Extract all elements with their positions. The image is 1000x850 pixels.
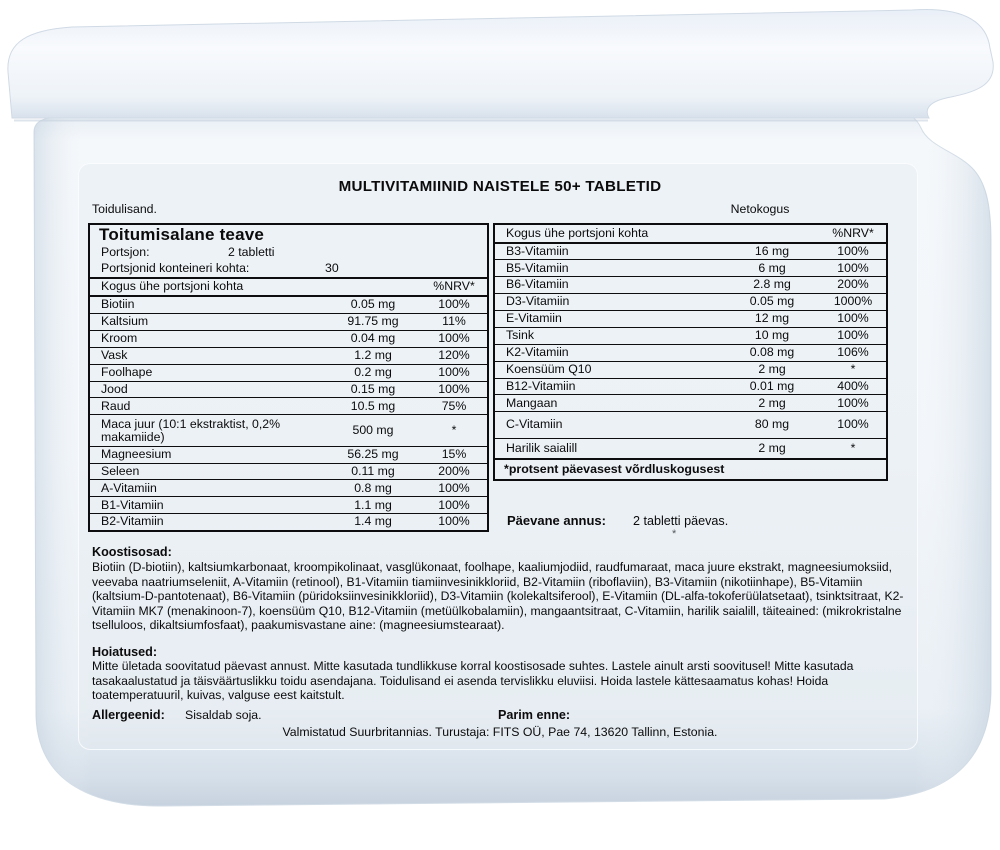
cell-nrv: 11%: [442, 314, 466, 329]
cell-amount: 0.2 mg: [354, 364, 392, 379]
cell-amount: 91.75 mg: [347, 314, 399, 329]
cell-nrv: 120%: [438, 348, 470, 362]
cell-nrv: 400%: [837, 378, 869, 393]
table-row: [495, 438, 886, 459]
cell-nrv: *: [451, 422, 457, 437]
cell-name: Foolhape: [101, 364, 153, 379]
column-header-amount: Kogus ühe portsjoni kohta: [506, 225, 649, 240]
nutrition-table-right: [493, 223, 888, 481]
cell-nrv: 75%: [441, 398, 467, 413]
cell-name: Kaltsium: [101, 314, 149, 329]
column-header-nrv: %NRV*: [832, 225, 874, 240]
nutrition-table-left: [88, 223, 489, 532]
cell-amount: 0.05 mg: [350, 297, 396, 312]
allergens-label: Allergeenid:: [92, 708, 165, 722]
cell-name: A-Vitamiin: [101, 480, 157, 495]
cell-name: B5-Vitamiin: [506, 260, 569, 275]
cell-amount: 0.01 mg: [749, 378, 795, 393]
column-header-amount: Kogus ühe portsjoni kohta: [101, 279, 244, 294]
table-row: [495, 411, 886, 438]
best-before-label: Parim enne:: [498, 708, 571, 722]
cell-nrv: 100%: [837, 260, 869, 275]
cell-name: Koensüüm Q10: [506, 361, 592, 376]
cell-amount: 10 mg: [754, 328, 790, 343]
cell-amount: 0.15 mg: [350, 381, 396, 396]
cell-amount: 2.8 mg: [753, 277, 791, 292]
table-row: [90, 397, 487, 414]
net-quantity-note: Netokogus: [730, 202, 790, 216]
daily-dose-value: 2 tabletti päevas.: [633, 514, 729, 528]
cell-nrv: 100%: [837, 395, 869, 410]
daily-dose: [507, 513, 729, 528]
table-row: [495, 378, 886, 395]
cell-amount: 12 mg: [754, 311, 790, 326]
table-row: [495, 394, 886, 411]
servings-per-container-label: Portsjonid konteineri kohta:: [101, 261, 250, 276]
daily-dose-label: Päevane annus:: [507, 513, 606, 528]
cell-name: B2-Vitamiin: [101, 514, 164, 529]
warnings-heading: Hoiatused:: [92, 645, 158, 659]
cell-nrv: 100%: [438, 297, 470, 312]
table-row: [90, 446, 487, 463]
cell-name: Mangaan: [506, 395, 558, 410]
cell-nrv: 15%: [441, 446, 467, 461]
manufacturer-line: Valmistatud Suurbritannias. Turustaja: FITS OÜ, Pae 74, 13620 Tallinn, Estonia.: [282, 725, 718, 739]
cell-nrv: 200%: [438, 463, 470, 478]
table-row: [495, 310, 886, 327]
cell-nrv: 100%: [438, 514, 470, 529]
table-row: [495, 276, 886, 293]
table-row: [495, 293, 886, 310]
cell-amount: 1.2 mg: [354, 348, 392, 362]
cell-name: Magneesium: [101, 446, 172, 461]
cell-amount: 0.05 mg: [749, 294, 795, 309]
cell-amount: 56.25 mg: [347, 446, 399, 461]
column-spacer: [325, 280, 421, 294]
product-title: MULTIVITAMIINID NAISTELE 50+ TABLETID: [338, 178, 662, 195]
column-spacer: [724, 227, 820, 241]
cell-nrv: 100%: [438, 381, 470, 396]
table-row: [90, 463, 487, 480]
cell-amount: 2 mg: [758, 361, 786, 376]
servings-per-container-row: [90, 260, 487, 277]
dose-asterisk: *: [672, 528, 677, 540]
table-header-row: [495, 225, 886, 244]
table-row: [495, 344, 886, 361]
table-row: [495, 259, 886, 276]
serving-label: Portsjon:: [101, 244, 150, 259]
nrv-footnote: *protsent päevasest võrdluskogusest: [495, 458, 886, 479]
table-row: [495, 361, 886, 378]
cell-name: Biotiin: [101, 297, 135, 312]
cell-amount: 6 mg: [758, 260, 786, 275]
table-row: [90, 313, 487, 330]
cell-nrv: 100%: [438, 480, 470, 495]
cell-nrv: 200%: [837, 277, 869, 292]
table-row: [90, 297, 487, 313]
cell-amount: 1.4 mg: [354, 514, 392, 529]
cell-name: Jood: [101, 381, 128, 396]
table-row: [90, 513, 487, 530]
serving-value: 2 tabletti: [228, 244, 275, 259]
table-row: [495, 244, 886, 260]
table-row: [90, 364, 487, 381]
cell-nrv: *: [850, 361, 856, 376]
ingredients-text: Biotiin (D-biotiin), kaltsiumkarbonaat, kroompikolinaat, vasglükonaat, foolhape, kaaliumjodiid, raudfumaraat, maca juure ekstrakt, magneesiumoksiid, veevaba naatriumseleniit, A-Vitamiin (retinool), B1-Vitamiin tiamiinvesinikkloriid, B2-Vitamiin (riboflaviin), B3-Vitamiin (nikotiinhape), B5-Vitamiin (kaltsium-D-pantotenaat), B6-Vitamiin (püridoksiinvesinikkloriid), D3-Vitamiin (kolekaltsiferool), E-Vitamiin (DL-alfa-tokoferüülatsetaat), tsinktsitraat, K2-Vitamiin MK7 (menakinoon-7), koensüüm Q10, B12-Vitamiin (metüülkobalamiin), mangaantsitraat, C-Vitamiin, harilik saialill, täiteained: (mikrokristalne tselluloos, dikaltsiumfosfaat), paakumisvastane aine: (magneesiumstearaat).: [92, 560, 904, 633]
serving-row: [90, 244, 487, 261]
cell-nrv: 100%: [837, 328, 869, 343]
cell-amount: 2 mg: [758, 440, 786, 455]
cell-nrv: *: [850, 440, 856, 455]
table-row: [90, 479, 487, 496]
column-header-nrv: %NRV*: [433, 279, 475, 294]
pack-lid: [8, 10, 993, 118]
cell-name: Vask: [101, 348, 128, 362]
cell-amount: 0.11 mg: [351, 463, 395, 478]
table-header-row: [90, 277, 487, 298]
cell-name: C-Vitamiin: [506, 417, 563, 432]
ingredients-heading: Koostisosad:: [92, 545, 172, 559]
cell-nrv: 100%: [438, 364, 470, 379]
cell-amount: 80 mg: [754, 417, 790, 432]
cell-nrv: 100%: [837, 311, 869, 326]
nutrition-table-title: Toitumisalane teave: [99, 225, 265, 244]
cell-name: B3-Vitamiin: [506, 243, 569, 258]
cell-nrv: 100%: [438, 497, 470, 512]
cell-nrv: 100%: [837, 243, 869, 258]
cell-nrv: 106%: [837, 344, 869, 359]
cell-nrv: 100%: [837, 417, 869, 432]
table-row: [90, 330, 487, 347]
warnings-text: Mitte ületada soovitatud päevast annust. Mitte kasutada tundlikkuse korral koostisosade suhtes. Lastele ainult arsti soovitusel! Mitte kasutada tasakaalustatud ja täisväärtuslikku toidu asendajana. Toidulisand ei asenda tervislikku eluviisi. Hoida lastele kättesaamatus kohas! Hoida toatemperatuuril, kuivas, valguse eest kaitstult.: [92, 659, 854, 703]
table-row: [90, 347, 487, 364]
cell-name: Seleen: [101, 463, 140, 478]
cell-name: Maca juur (10:1 ekstraktist, 0,2% makamiide): [101, 416, 281, 444]
cell-amount: 10.5 mg: [350, 398, 396, 413]
cell-nrv: 100%: [438, 331, 470, 346]
cell-name: Kroom: [101, 331, 138, 346]
cell-name: Harilik saialill: [506, 440, 578, 455]
cell-amount: 0.08 mg: [749, 344, 795, 359]
servings-per-container-value: 30: [325, 261, 339, 276]
cell-name: K2-Vitamiin: [506, 344, 569, 359]
cell-nrv: 1000%: [833, 294, 873, 309]
cell-name: B6-Vitamiin: [506, 277, 569, 292]
cell-amount: 0.8 mg: [354, 480, 392, 495]
cell-name: Raud: [101, 398, 131, 413]
cell-amount: 16 mg: [754, 243, 790, 258]
table-row: [90, 496, 487, 513]
cell-amount: 500 mg: [352, 422, 394, 437]
table-row: [90, 414, 487, 445]
table-row: [90, 381, 487, 398]
cell-name: B1-Vitamiin: [101, 497, 164, 512]
cell-name: D3-Vitamiin: [506, 294, 570, 309]
cell-amount: 0.04 mg: [350, 331, 396, 346]
cell-name: B12-Vitamiin: [506, 378, 576, 393]
table-row: [495, 327, 886, 344]
allergens-value: Sisaldab soja.: [185, 708, 262, 722]
cell-name: E-Vitamiin: [506, 311, 562, 326]
cell-amount: 2 mg: [758, 395, 786, 410]
supplement-note: Toidulisand.: [92, 202, 157, 216]
cell-amount: 1.1 mg: [354, 497, 392, 512]
cell-name: Tsink: [506, 328, 535, 343]
